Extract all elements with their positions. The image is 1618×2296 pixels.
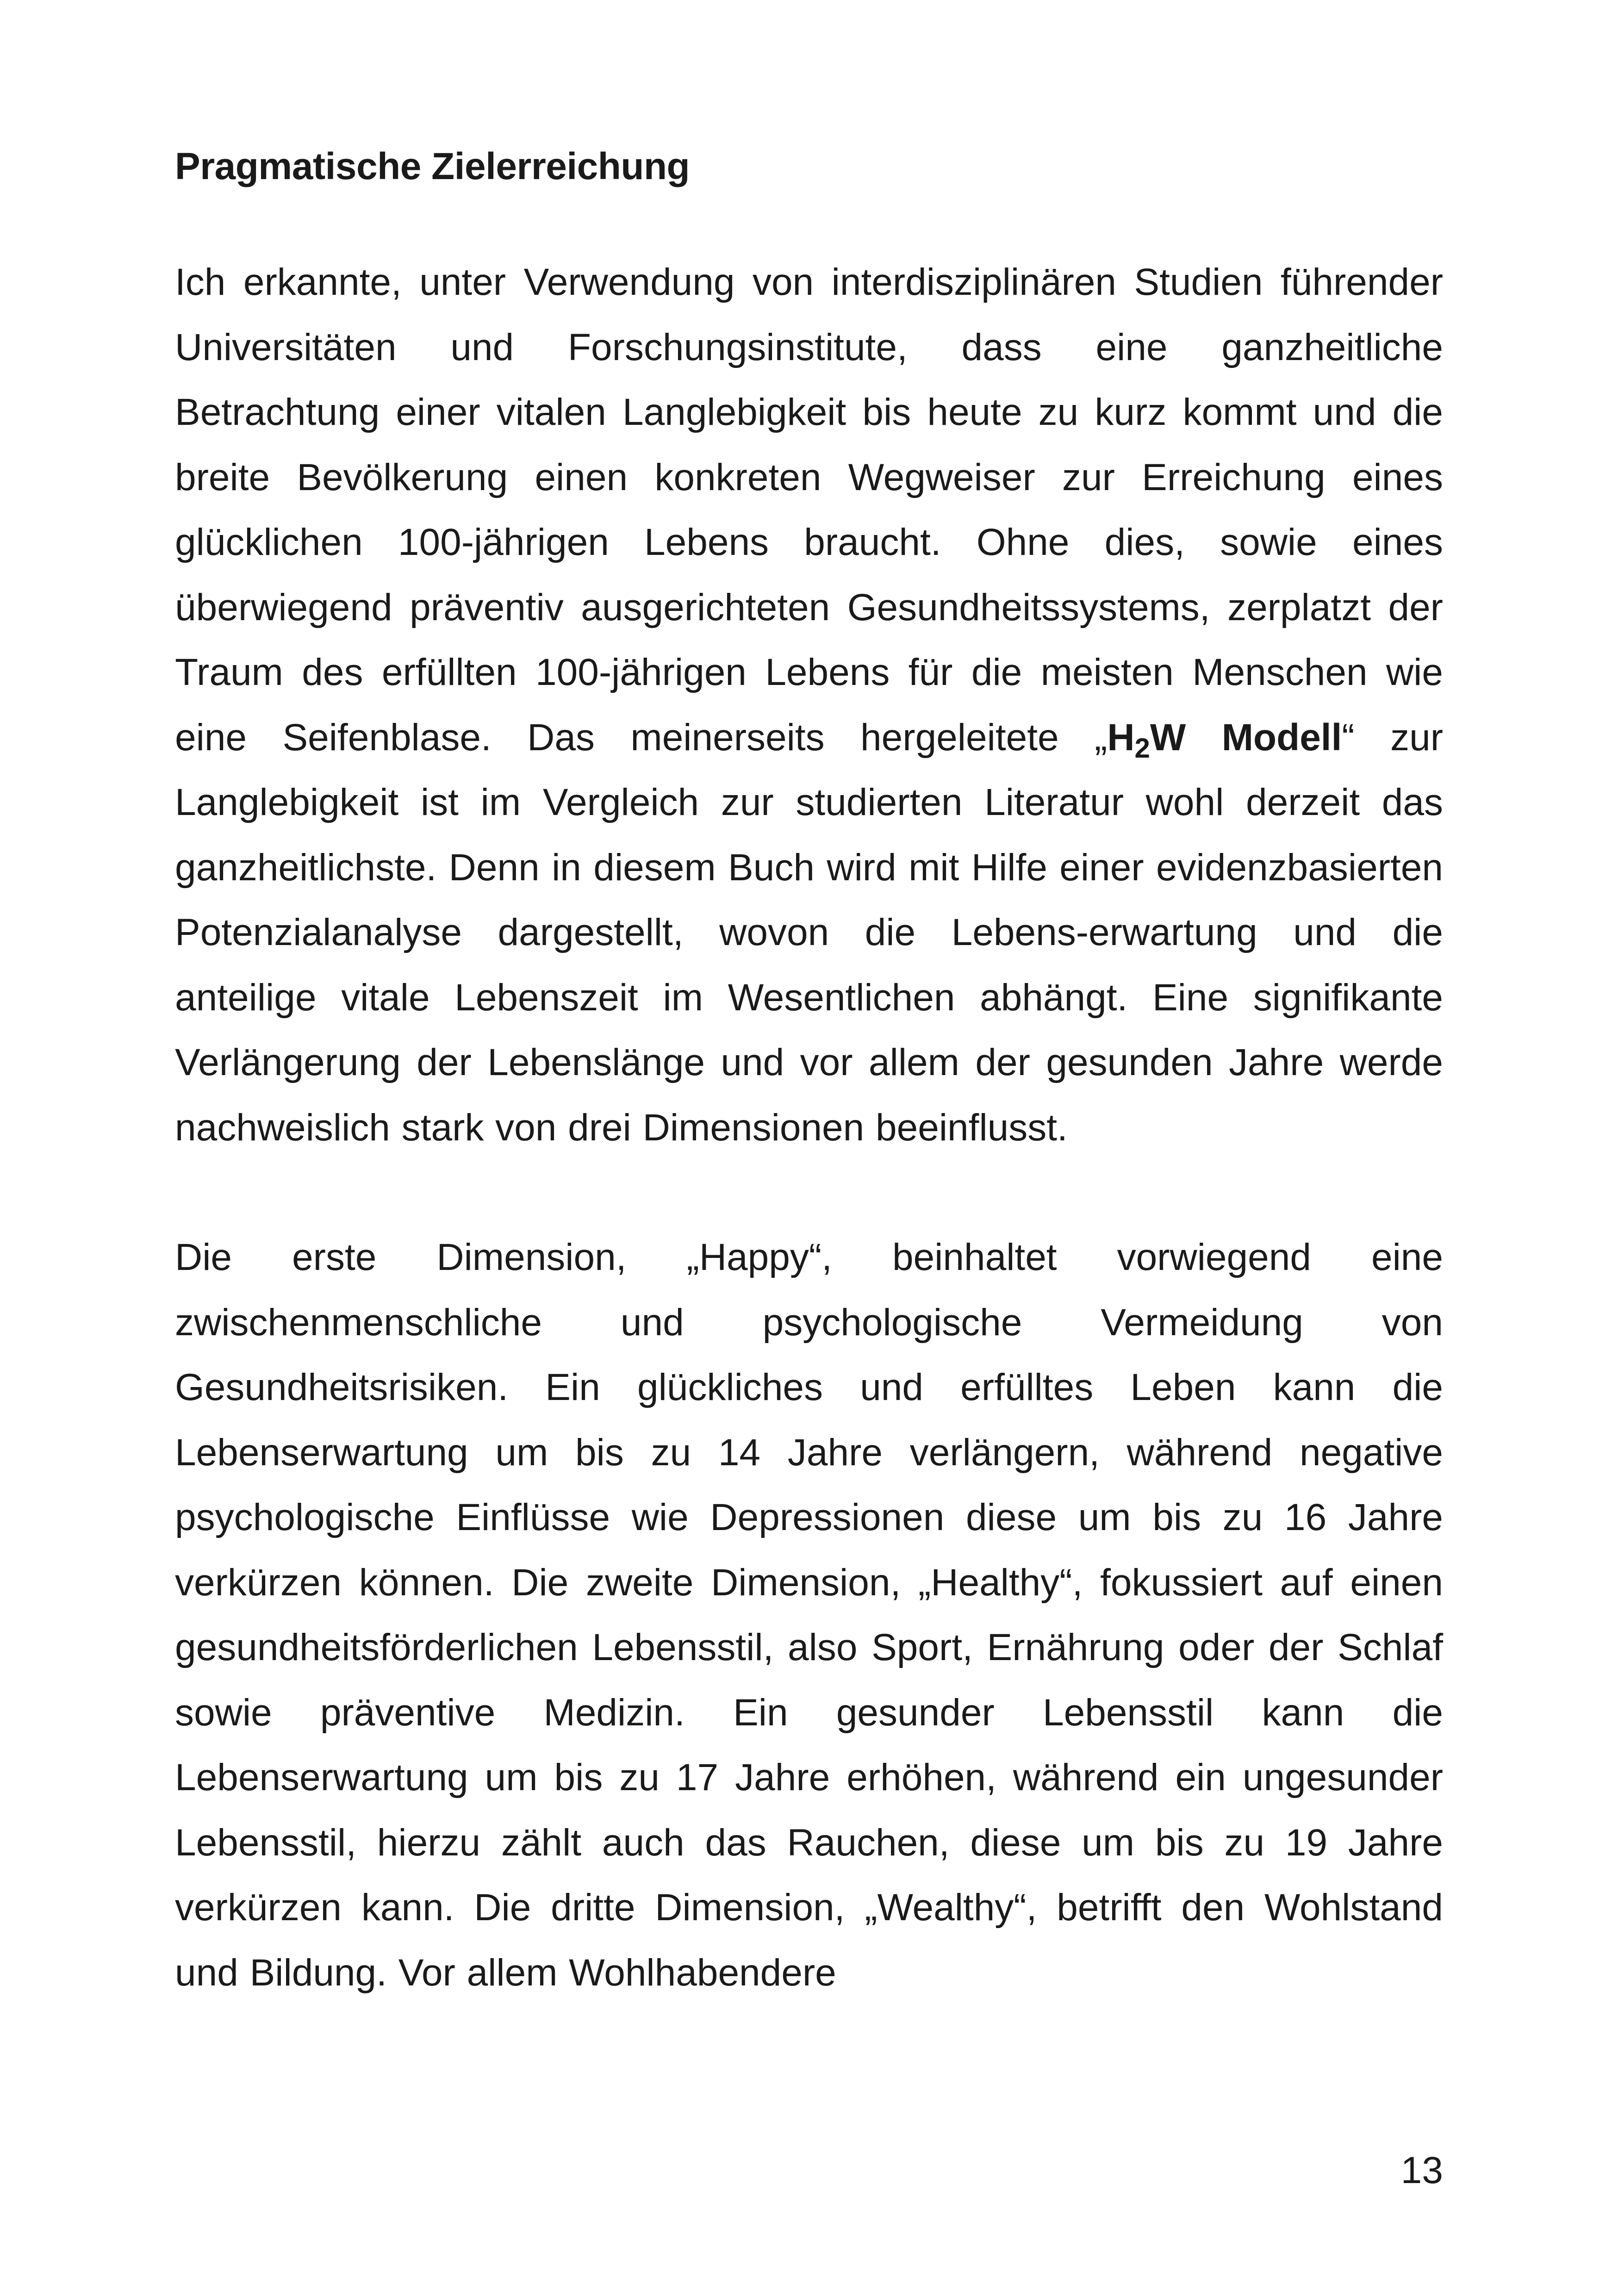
model-name-subscript: 2 — [1134, 732, 1150, 764]
model-name-rest: W Modell — [1150, 716, 1342, 759]
model-name — [1107, 716, 1342, 764]
paragraph-1-text-start: Ich erkannte, unter Verwendung von interdisziplinären Studien führender Universitäten und Forschungsinstitute, dass eine ganzheitliche Betrachtung einer vitalen Langlebigkeit bis heute zu kurz kommt und die breite Bevölkerung einen konkreten Wegweiser zur Erreichung eines glücklichen 100-jährigen Lebens braucht. Ohne dies, sowie eines überwiegend präventiv ausgerichteten Gesundheitssystems, zerplatzt der Traum des erfüllten 100-jährigen Lebens für die meisten Menschen wie eine Seifenblase. Das meinerseits hergeleitete „ — [175, 261, 1443, 759]
paragraph-1-text-end: “ zur Langlebigkeit ist im Vergleich zur studierten Literatur wohl derzeit das ganzheitlichste. Denn in diesem Buch wird mit Hilfe einer evidenzbasierten Potenzialanalyse dargestellt, wovon die Lebens-erwartung und die anteilige vitale Lebenszeit im Wesentlichen abhängt. Eine signifikante Verlängerung der Lebenslänge und vor allem der gesunden Jahre werde nachweislich stark von drei Dimensionen beeinflusst. — [175, 716, 1443, 1149]
section-heading: Pragmatische Zielerreichung — [175, 145, 690, 187]
paragraph-1 — [175, 250, 1443, 1160]
model-name-h: H — [1107, 716, 1135, 759]
page-content — [175, 134, 1443, 2005]
paragraph-2: Die erste Dimension, „Happy“, beinhaltet vorwiegend eine zwischenmenschliche und psychologische Vermeidung von Gesundheitsrisiken. Ein glückliches und erfülltes Leben kann die Lebenserwartung um bis zu 14 Jahre verlängern, während negative psychologische Einflüsse wie Depressionen diese um bis zu 16 Jahre verkürzen können. Die zweite Dimension, „Healthy“, fokussiert auf einen gesundheitsförderlichen Lebensstil, also Sport, Ernährung oder der Schlaf sowie präventive Medizin. Ein gesunder Lebensstil kann die Lebenserwartung um bis zu 17 Jahre erhöhen, während ein ungesunder Lebensstil, hierzu zählt auch das Rauchen, diese um bis zu 19 Jahre verkürzen kann. Die dritte Dimension, „Wealthy“, betrifft den Wohlstand und Bildung. Vor allem Wohlhabendere — [175, 1236, 1443, 1994]
page-number: 13 — [1400, 2149, 1443, 2191]
